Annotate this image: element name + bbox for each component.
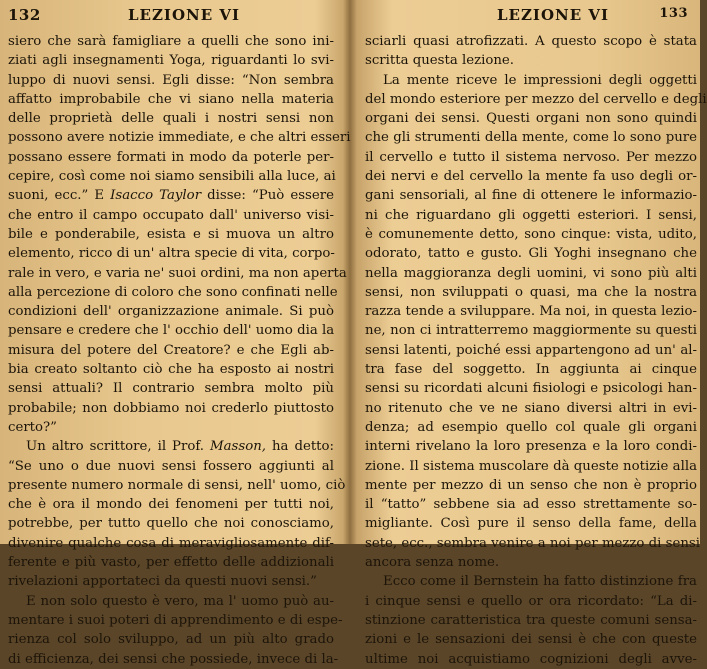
- text-line: rivelazioni apportateci da questi nuovi sensi.”: [8, 574, 317, 590]
- running-head: LEZIONE VI: [497, 6, 610, 24]
- text-line: delle proprietà delle quali i nostri sensi non: [8, 111, 334, 127]
- text-line: tra fase del soggetto. In aggiunta ai cinque: [365, 362, 697, 378]
- right-page-header: [351, 6, 700, 26]
- text-line: del mondo esteriore per mezzo del cervello e degli: [365, 91, 707, 107]
- text-line: ziati agli insegnamenti Yoga, riguardanti lo svi-: [8, 53, 334, 69]
- text-line: siero che sarà famigliare a quelli che sono ini-: [8, 34, 334, 49]
- text-line: stinzione caratteristica tra queste comuni sensa-: [365, 612, 697, 628]
- italic-name: Isacco Taylor: [110, 188, 202, 204]
- text-line: denza; ad esempio quello col quale gli organi: [365, 419, 697, 435]
- text-line: ferente e più vasto, per effetto delle addizionali: [8, 555, 334, 571]
- text-line: condizioni dell' organizzazione animale. Si può: [8, 304, 334, 320]
- page-number: 132: [8, 6, 41, 24]
- text-line: certo?”: [8, 419, 57, 435]
- left-page: [0, 0, 351, 667]
- text-line: ancora senza nome.: [365, 555, 500, 571]
- text-line: possano essere formati in modo da poterle per-: [8, 149, 334, 165]
- text-line: cepire, così come noi siamo sensibili alla luce, ai: [8, 169, 336, 185]
- text-line: bia creato soltanto ciò che ha esposto ai nostri: [8, 362, 334, 378]
- text-line: misura del potere del Creatore? e che Egli ab-: [8, 342, 334, 358]
- text-line: sensi attuali? Il contrario sembra molto più: [8, 381, 334, 397]
- page-number: 133: [659, 6, 688, 21]
- text-line: no ritenuto che ve ne siano diversi altri in evi-: [365, 400, 697, 416]
- text-line: odorato, tatto e gusto. Gli Yoghi insegnano che: [365, 246, 697, 262]
- text-line: mentare i suoi poteri di apprendimento e di espe-: [8, 612, 343, 628]
- text-line: che è ora il mondo dei fenomeni per tutti noi,: [8, 497, 334, 513]
- text-line: è comunemente detto, sono cinque: vista, udito,: [365, 226, 697, 242]
- text-segment: disse: “Può essere: [201, 188, 334, 204]
- text-line: scritta questa lezione.: [365, 53, 515, 69]
- text-line: bile e ponderabile, esista e si muova un altro: [8, 226, 334, 242]
- text-line: di efficienza, dei sensi che possiede, invece di la-: [8, 651, 339, 667]
- text-line: elemento, ricco di un' altra specie di vita, corpo-: [8, 246, 335, 262]
- text-line: zioni e le sensazioni dei sensi è che con queste: [365, 632, 697, 648]
- text-line: affatto improbabile che vi siano nella materia: [8, 91, 334, 107]
- text-line: organi dei sensi. Questi organi non sono quindi: [365, 111, 697, 127]
- text-segment: ha detto:: [266, 439, 334, 455]
- italic-name: Masson,: [210, 439, 267, 455]
- text-line: nella maggioranza degli uomini, vi sono più alti: [365, 265, 697, 281]
- text-line: che gli strumenti della mente, come lo sono pure: [365, 130, 697, 146]
- text-line: sensi su ricordati alcuni fisiologi e psicologi han-: [365, 381, 697, 397]
- text-line: gani sensoriali, al fine di ottenere le informazio-: [365, 188, 697, 204]
- text-line: ne, non ci intratterremo maggiormente su questi: [365, 323, 697, 339]
- text-line: possono avere notizie immediate, e che altri esseri: [8, 130, 351, 146]
- text-line: rienza col solo sviluppo, ad un più alto grado: [8, 632, 334, 648]
- text-line: razza tende a sviluppare. Ma noi, in questa lezio-: [365, 304, 697, 320]
- text-line: [8, 437, 334, 456]
- right-page: [351, 0, 707, 667]
- text-line: zione. Il sistema muscolare dà queste notizie alla: [365, 458, 697, 474]
- text-line: i cinque sensi e quello or ora ricordato: “La di-: [365, 593, 697, 609]
- text-segment: Un altro scrittore, il Prof.: [26, 439, 211, 455]
- text-line: ultime noi acquistiamo cognizioni degli avve-: [365, 651, 697, 667]
- text-line: mente per mezzo di un senso che non è proprio: [365, 477, 697, 493]
- text-line: potrebbe, per tutto quello che noi conosciamo,: [8, 516, 334, 532]
- text-line: “Se uno o due nuovi sensi fossero aggiunti al: [8, 458, 334, 474]
- text-line: luppo di nuovi sensi. Egli disse: “Non sembra: [8, 72, 334, 88]
- text-line: pensare e credere che l' occhio dell' uomo dia la: [8, 323, 335, 339]
- running-head: LEZIONE VI: [128, 6, 241, 24]
- text-line: sensi latenti, poiché essi appartengono ad un' al-: [365, 342, 697, 358]
- text-line: divenire qualche cosa di meravigliosamente dif-: [8, 535, 334, 551]
- left-page-body: [8, 32, 351, 669]
- text-line: E non solo questo è vero, ma l' uomo può au-: [26, 593, 334, 609]
- text-line: il cervello e tutto il sistema nervoso. Per mezzo: [365, 149, 697, 165]
- text-line: sciarli quasi atrofizzati. A questo scopo è stata: [365, 34, 697, 49]
- text-line: alla percezione di coloro che sono confinati nelle: [8, 284, 338, 300]
- left-page-header: [0, 6, 349, 26]
- text-line: il “tatto” sebbene sia ad esso strettamente so-: [365, 497, 697, 513]
- text-line: rale in vero, e varia ne' suoi ordini, ma non aperta: [8, 265, 347, 281]
- text-segment: suoni, ecc.” E: [8, 188, 111, 204]
- text-line: presente numero normale di sensi, nell' uomo, ciò: [8, 477, 346, 493]
- text-line: La mente riceve le impressioni degli oggetti: [383, 72, 697, 88]
- text-line: probabile; non dobbiamo noi crederlo piuttosto: [8, 400, 334, 416]
- text-line: sensi, non sviluppati o quasi, ma che la nostra: [365, 284, 697, 300]
- text-line: dei nervi e del cervello la mente fa uso degli or-: [365, 169, 697, 185]
- text-line: interni rivelano la loro presenza e la loro condi-: [365, 439, 697, 455]
- text-line: sete, ecc., sembra venire a noi per mezzo di sensi: [365, 535, 700, 551]
- text-line: [8, 186, 334, 205]
- text-line: ni che riguardano gli oggetti esteriori. I sensi,: [365, 207, 697, 223]
- text-line: che entro il campo occupato dall' universo visi-: [8, 207, 334, 223]
- text-line: Ecco come il Bernstein ha fatto distinzione fra: [383, 574, 697, 590]
- text-line: migliante. Così pure il senso della fame, della: [365, 516, 697, 532]
- right-page-body: [365, 32, 707, 669]
